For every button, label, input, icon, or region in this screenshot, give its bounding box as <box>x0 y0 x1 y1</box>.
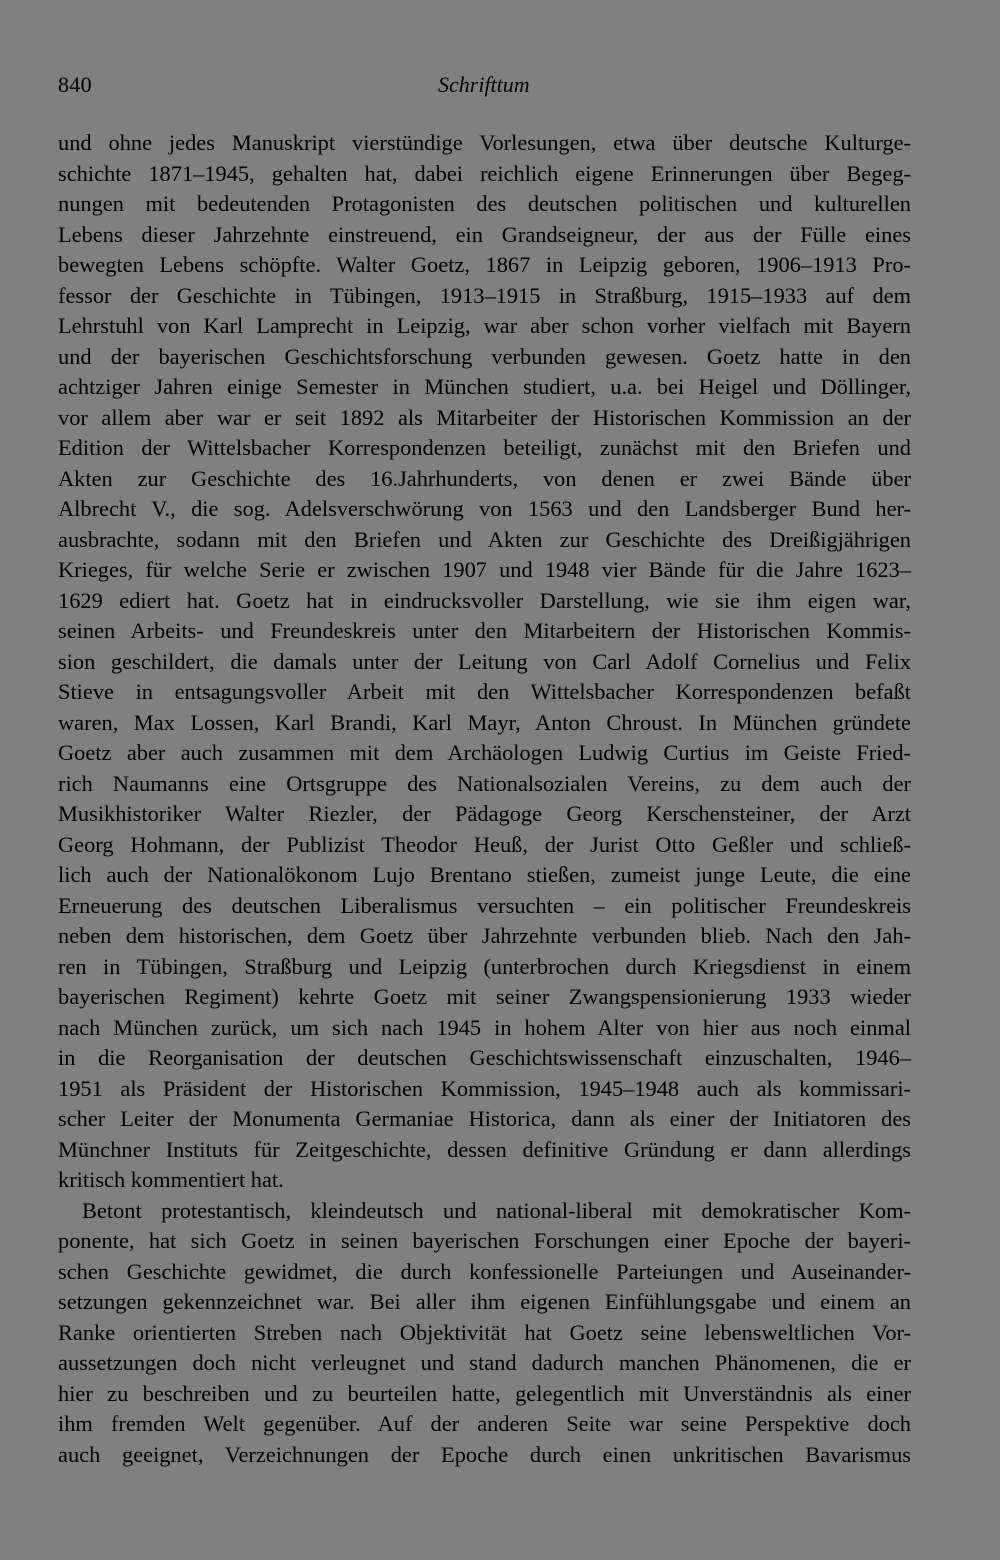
text-line: Edition der Wittelsbacher Korrespondenzen beteiligt, zunächst mit den Briefen und <box>58 435 911 460</box>
paragraph <box>58 128 911 1196</box>
text-line: schichte 1871–1945, gehalten hat, dabei reichlich eigene Erinnerungen über Begeg- <box>58 160 911 186</box>
text-line: Akten zur Geschichte des 16.Jahrhunderts, von denen er zwei Bände über <box>58 465 911 491</box>
text-line: seinen Arbeits- und Freundeskreis unter den Mitarbeitern der Historischen Kommis- <box>58 618 911 643</box>
page-number: 840 <box>58 72 92 97</box>
running-title: Schrifttum <box>438 72 530 97</box>
text-line: in die Reorganisation der deutschen Geschichtswissenschaft einzuschalten, 1946– <box>58 1045 911 1070</box>
text-line: Georg Hohmann, der Publizist Theodor Heuß, der Jurist Otto Geßler und schließ- <box>58 831 911 857</box>
text-line: lich auch der Nationalökonom Lujo Brentano stießen, zumeist junge Leute, die eine <box>58 862 911 887</box>
text-line: waren, Max Lossen, Karl Brandi, Karl Mayr, Anton Chroust. In München gründete <box>58 709 911 735</box>
paragraph <box>58 1196 911 1471</box>
text-line: ihm fremden Welt gegenüber. Auf der anderen Seite war seine Perspektive doch <box>58 1411 911 1436</box>
text-line: ren in Tübingen, Straßburg und Leipzig (unterbrochen durch Kriegsdienst in einem <box>58 953 911 979</box>
text-line: ausbrachte, sodann mit den Briefen und Akten zur Geschichte des Dreißigjährigen <box>58 526 911 552</box>
text-line: sion geschildert, die damals unter der Leitung von Carl Adolf Cornelius und Felix <box>58 648 911 674</box>
text-line: fessor der Geschichte in Tübingen, 1913–1915 in Straßburg, 1915–1933 auf dem <box>58 282 911 308</box>
text-line: rich Naumanns eine Ortsgruppe des Nationalsozialen Vereins, zu dem auch der <box>58 770 911 796</box>
text-line: nach München zurück, um sich nach 1945 in hohem Alter von hier aus noch einmal <box>58 1014 911 1040</box>
text-line: Stieve in entsagungsvoller Arbeit mit den Wittelsbacher Korrespondenzen befaßt <box>58 679 911 704</box>
text-line: ponente, hat sich Goetz in seinen bayerischen Forschungen einer Epoche der bayeri- <box>58 1228 911 1253</box>
text-line: neben dem historischen, dem Goetz über Jahrzehnte verbunden blieb. Nach den Jah- <box>58 923 911 948</box>
text-line: Albrecht V., die sog. Adelsverschwörung von 1563 und den Landsberger Bund her- <box>58 496 911 521</box>
text-line: setzungen gekennzeichnet war. Bei aller ihm eigenen Einfühlungsgabe und einem an <box>58 1289 911 1314</box>
text-line: Ranke orientierten Streben nach Objektivität hat Goetz seine lebensweltlichen Vor- <box>58 1319 911 1345</box>
text-line: vor allem aber war er seit 1892 als Mitarbeiter der Historischen Kommission an der <box>58 404 911 430</box>
text-line: und ohne jedes Manuskript vierstündige Vorlesungen, etwa über deutsche Kulturge- <box>58 130 911 155</box>
page-header <box>58 72 908 106</box>
text-line: achtziger Jahren einige Semester in München studiert, u.a. bei Heigel und Döllinger, <box>58 374 911 399</box>
text-line: 1629 ediert hat. Goetz hat in eindrucksvoller Darstellung, wie sie ihm eigen war, <box>58 587 911 613</box>
text-line: Musikhistoriker Walter Riezler, der Pädagoge Georg Kerschensteiner, der Arzt <box>58 801 911 826</box>
text-line: Münchner Instituts für Zeitgeschichte, dessen definitive Gründung er dann allerdings <box>58 1136 911 1162</box>
text-line: aussetzungen doch nicht verleugnet und stand dadurch manchen Phänomenen, die er <box>58 1350 911 1375</box>
text-line: Lehrstuhl von Karl Lamprecht in Leipzig, war aber schon vorher vielfach mit Bayern <box>58 313 911 338</box>
text-line: 1951 als Präsident der Historischen Kommission, 1945–1948 auch als kommissari- <box>58 1075 911 1101</box>
text-line: auch geeignet, Verzeichnungen der Epoche durch einen unkritischen Bavarismus <box>58 1441 911 1467</box>
text-line: schen Geschichte gewidmet, die durch konfessionelle Parteiungen und Auseinander- <box>58 1258 911 1284</box>
text-line: hier zu beschreiben und zu beurteilen hatte, gelegentlich mit Unverständnis als einer <box>58 1380 911 1406</box>
text-line: nungen mit bedeutenden Protagonisten des deutschen politischen und kulturellen <box>58 191 911 216</box>
text-line: bewegten Lebens schöpfte. Walter Goetz, 1867 in Leipzig geboren, 1906–1913 Pro- <box>58 252 911 277</box>
text-line: bayerischen Regiment) kehrte Goetz mit seiner Zwangspensionierung 1933 wieder <box>58 984 911 1009</box>
body-text <box>58 128 911 1470</box>
text-line: und der bayerischen Geschichtsforschung verbunden gewesen. Goetz hatte in den <box>58 343 911 369</box>
text-line: Goetz aber auch zusammen mit dem Archäologen Ludwig Curtius im Geiste Fried- <box>58 740 911 765</box>
text-line: Betont protestantisch, kleindeutsch und national-liberal mit demokratischer Kom- <box>82 1197 911 1223</box>
text-line: Erneuerung des deutschen Liberalismus versuchten – ein politischer Freundeskreis <box>58 892 911 918</box>
text-line: Krieges, für welche Serie er zwischen 1907 und 1948 vier Bände für die Jahre 1623– <box>58 557 911 582</box>
text-line: Lebens dieser Jahrzehnte einstreuend, ein Grandseigneur, der aus der Fülle eines <box>58 221 911 247</box>
text-line: scher Leiter der Monumenta Germaniae Historica, dann als einer der Initiatoren des <box>58 1106 911 1131</box>
text-line: kritisch kommentiert hat. <box>58 1167 284 1192</box>
